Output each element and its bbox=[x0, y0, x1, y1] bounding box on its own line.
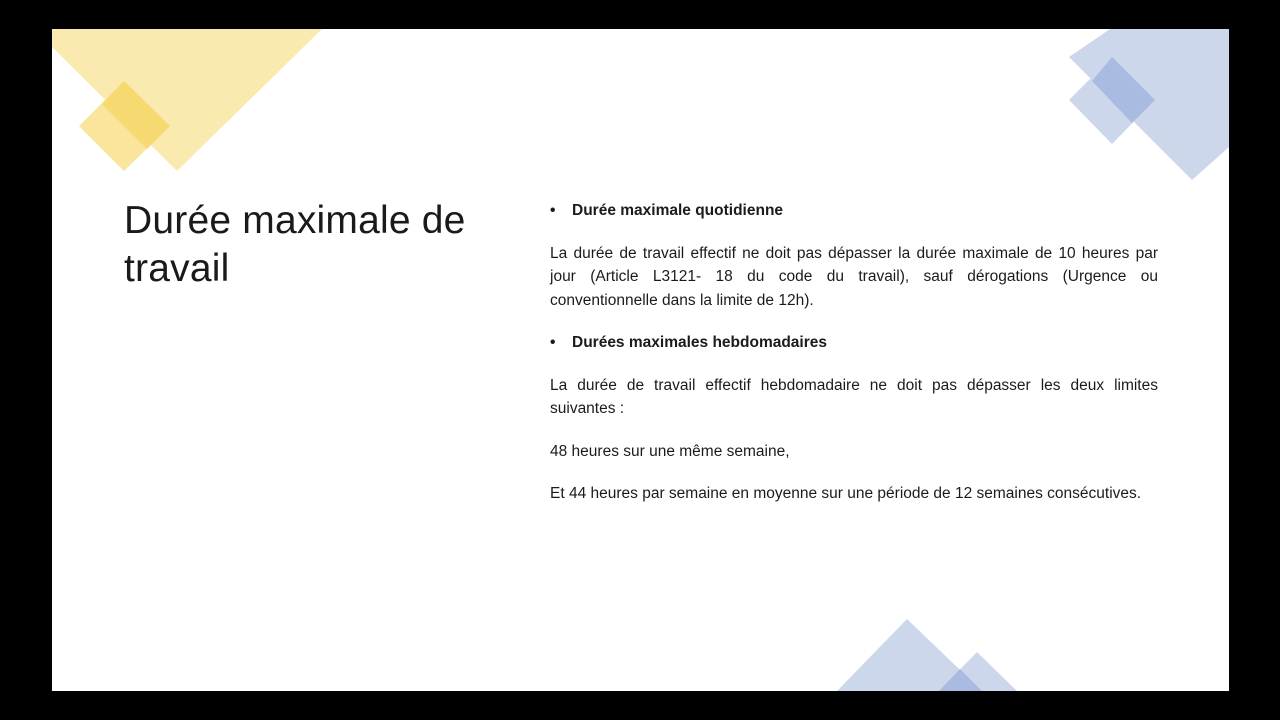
paragraph-daily-limit: La durée de travail effectif ne doit pas dépasser la durée maximale de 10 heures par jour (Article L3121- 18 du code du travail), sauf dérogations (Urgence ou conventionnelle dans la limite de 12h). bbox=[550, 244, 1158, 309]
paragraph-weekly-limit-44: Et 44 heures par semaine en moyenne sur une période de 12 semaines consécutives. bbox=[550, 485, 1142, 502]
slide-content bbox=[550, 199, 1158, 525]
slide-title: Durée maximale de travail bbox=[124, 199, 466, 290]
paragraph-weekly-limit-48: 48 heures sur une même semaine, bbox=[550, 442, 790, 460]
yellow-diamond-large bbox=[52, 29, 322, 171]
bullet-daily-max bbox=[550, 199, 1158, 223]
bullet-dot: • bbox=[550, 334, 556, 351]
paragraph-weekly-intro: La durée de travail effectif hebdomadaire ne doit pas dépasser les deux limites suivantes : bbox=[550, 376, 1158, 417]
bullet-heading-daily: Durée maximale quotidienne bbox=[572, 202, 784, 219]
bullet-dot: • bbox=[550, 202, 556, 219]
bullet-weekly-max bbox=[550, 331, 1158, 355]
bullet-heading-weekly: Durées maximales hebdomadaires bbox=[572, 334, 828, 351]
slide bbox=[52, 29, 1229, 691]
